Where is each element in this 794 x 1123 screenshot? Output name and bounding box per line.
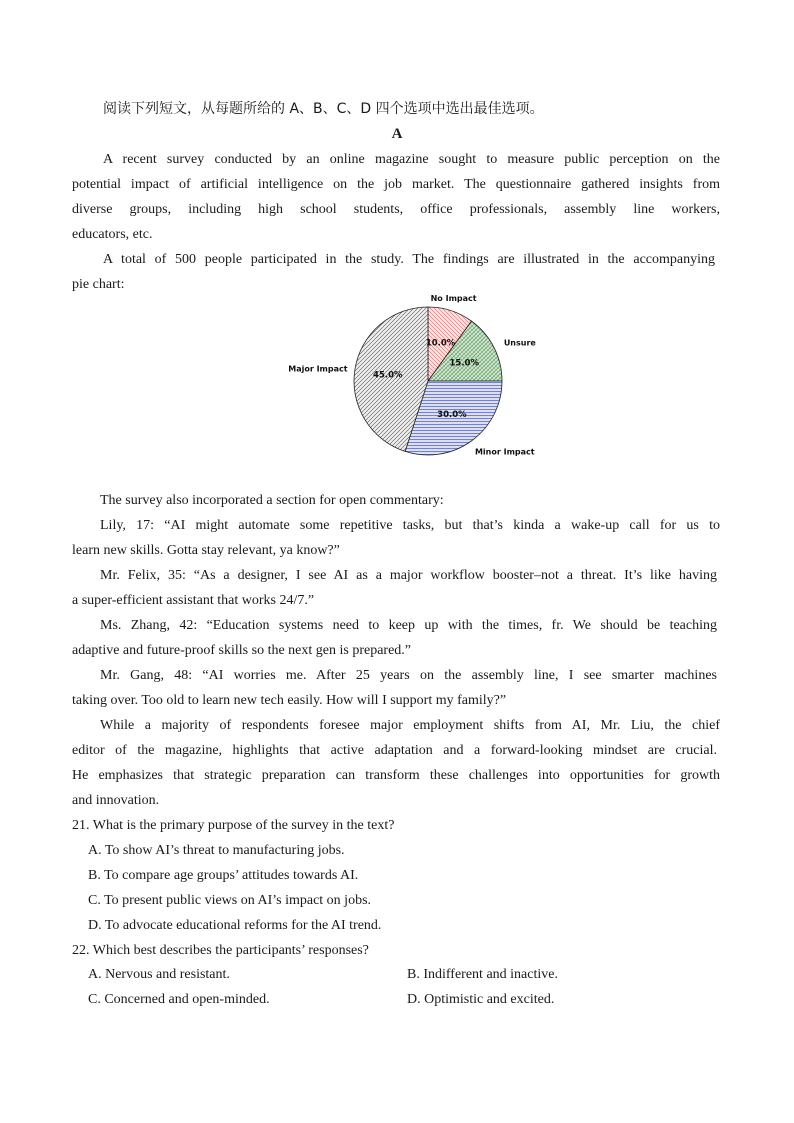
q22-stem: 22. Which best describes the participants’ responses?: [72, 943, 369, 958]
para1-line-4: educators, etc.: [72, 227, 153, 242]
pie-pct-label-unsure: 15.0%: [449, 358, 480, 369]
q21-option-c[interactable]: C. To present public views on AI’s impact on jobs.: [88, 893, 372, 908]
pie-category-label-major-impact: Major Impact: [288, 364, 348, 374]
para2-line-1: A total of 500 people participated in the study. The findings are illustrated in the accompanying: [103, 252, 715, 267]
comment-4-line-1: Mr. Gang, 48: “AI worries me. After 25 years on the assembly line, I see smarter machines: [100, 668, 717, 683]
q21-option-a[interactable]: A. To show AI’s threat to manufacturing jobs.: [88, 843, 345, 858]
q21-stem: 21. What is the primary purpose of the survey in the text?: [72, 818, 395, 833]
section-label: A: [391, 126, 403, 142]
pie-category-label-no-impact: No Impact: [430, 294, 477, 304]
q22-option-b[interactable]: B. Indifferent and inactive.: [407, 967, 558, 982]
pie-pct-label-major-impact: 45.0%: [373, 370, 403, 381]
q22-option-a[interactable]: A. Nervous and resistant.: [88, 967, 230, 982]
para1-line-1: A recent survey conducted by an online magazine sought to measure public perception on the: [103, 152, 720, 167]
instruction: 阅读下列短文，从每题所给的 A、B、C、D 四个选项中选出最佳选项。: [103, 101, 544, 117]
para2-line-2: pie chart:: [72, 277, 125, 292]
pie-pct-label-no-impact: 10.0%: [425, 338, 456, 349]
comment-1-line-1: Lily, 17: “AI might automate some repetitive tasks, but that’s kinda a wake-up call for us to: [100, 518, 720, 533]
pie-pct-label-minor-impact: 30.0%: [437, 409, 467, 420]
para4-line-2: editor of the magazine, highlights that active adaptation and a forward-looking mindset are crucial.: [72, 743, 717, 758]
para3: The survey also incorporated a section for open commentary:: [100, 493, 444, 508]
comment-2-line-1: Mr. Felix, 35: “As a designer, I see AI as a major workflow booster–not a threat. It’s like having: [100, 568, 717, 583]
q22-option-c[interactable]: C. Concerned and open-minded.: [88, 992, 270, 1007]
pie-chart-svg: [276, 294, 546, 460]
comment-2-line-2: a super-efficient assistant that works 24/7.”: [72, 593, 315, 608]
comment-1-line-2: learn new skills. Gotta stay relevant, ya know?”: [72, 543, 340, 558]
para4-line-4: and innovation.: [72, 793, 160, 808]
pie-category-label-minor-impact: Minor Impact: [474, 447, 535, 457]
comment-3-line-1: Ms. Zhang, 42: “Education systems need to keep up with the times, fr. We should be teaching: [100, 618, 717, 633]
para4-line-1: While a majority of respondents foresee major employment shifts from AI, Mr. Liu, the chief: [100, 718, 720, 733]
q22-option-d[interactable]: D. Optimistic and excited.: [407, 992, 555, 1007]
comment-3-line-2: adaptive and future-proof skills so the next gen is prepared.”: [72, 643, 412, 658]
para4-line-3: He emphasizes that strategic preparation can transform these challenges into opportunities for growth: [72, 768, 720, 783]
comment-4-line-2: taking over. Too old to learn new tech easily. How will I support my family?”: [72, 693, 507, 708]
para1-line-2: potential impact of artificial intelligence on the job market. The questionnaire gathered insights from: [72, 177, 720, 192]
para1-line-3: diverse groups, including high school students, office professionals, assembly line workers,: [72, 202, 720, 217]
pie-chart: [276, 294, 546, 460]
q21-option-b[interactable]: B. To compare age groups’ attitudes towards AI.: [88, 868, 359, 883]
pie-category-label-unsure: Unsure: [503, 338, 536, 348]
q21-option-d[interactable]: D. To advocate educational reforms for the AI trend.: [88, 918, 382, 933]
